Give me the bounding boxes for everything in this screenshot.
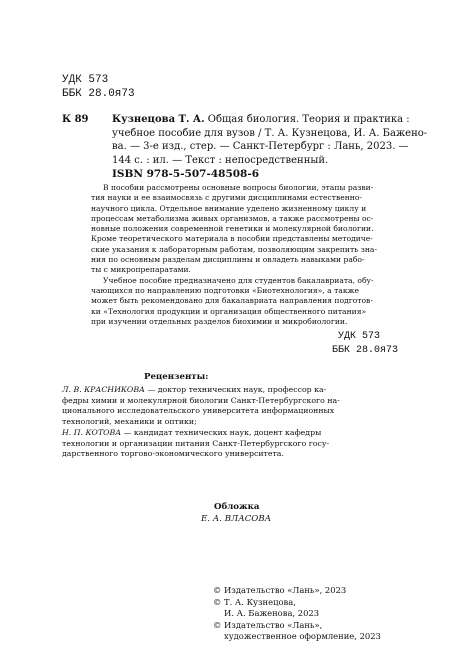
abstract-line: В пособии рассмотрены основные вопросы биологии, этапы разви- xyxy=(103,183,374,192)
abstract-line: новные положения современной генетики и молекулярной биологии. xyxy=(91,224,374,234)
classification-repeat xyxy=(332,330,398,358)
abstract-line: Кроме теоретического материала в пособии представлены методиче- xyxy=(91,234,373,244)
copyright-text: Т. А. Кузнецова, xyxy=(224,596,296,607)
copyright-icon: © xyxy=(213,619,222,630)
abstract-line: ты с микропрепаратами. xyxy=(91,265,191,275)
author-mark: К 89 xyxy=(62,114,89,125)
reviewer-text: ционального исследовательского университета информационных xyxy=(62,406,335,415)
copyright-entry xyxy=(213,608,381,620)
abstract-line: научного цикла. Отдельное внимание уделено жизненному циклу и xyxy=(91,203,367,213)
reviewer-name: Л. В. КРАСНИКОВА xyxy=(62,385,145,394)
abstract-line: ки «Технология продукции и организация общественного питания» xyxy=(91,306,367,316)
abstract-line: Учебное пособие предназначено для студентов бакалавриата, обу- xyxy=(103,275,374,285)
abstract-line: тия науки и ее взаимосвязь с другими дисциплинами естественно- xyxy=(91,193,362,203)
copyright-text: Издательство «Лань», 2023 xyxy=(224,585,347,595)
abstract-line: процессам метаболизма живых организмов, а также рассмотрены ос- xyxy=(91,213,374,223)
copyright-entry xyxy=(213,620,381,632)
udk-code: УДК 573 xyxy=(62,74,109,86)
reviewer-text: технологий, механики и оптики; xyxy=(62,416,197,426)
copyright-icon: © xyxy=(213,596,222,607)
copyright-text: художественное оформление, 2023 xyxy=(224,631,381,641)
bbk-code: ББК 28.0я73 xyxy=(332,345,399,356)
reviewers-heading: Рецензенты: xyxy=(144,372,209,382)
bib-line-4: 144 с. : ил. — Текст : непосредственный. xyxy=(112,154,329,166)
copyright-text: Издательство «Лань», xyxy=(224,619,323,630)
copyright-block xyxy=(213,585,381,643)
copyright-text: И. А. Баженова, 2023 xyxy=(224,608,320,618)
bib-line-3: ва. — 3-е изд., стер. — Санкт-Петербург : Лань, 2023. — xyxy=(112,141,409,152)
reviewer-text: — доктор технических наук, профессор ка- xyxy=(144,385,327,394)
copyright-entry xyxy=(213,585,381,597)
author-name: Кузнецова Т. А. xyxy=(112,114,205,125)
copyright-entry xyxy=(213,631,381,643)
udk-code: УДК 573 xyxy=(338,331,381,342)
bib-line-2: учебное пособие для вузов / Т. А. Кузнецова, И. А. Бажено- xyxy=(112,127,428,139)
classification-top xyxy=(62,73,135,101)
abstract-line: ния по основным разделам дисциплины и овладеть навыками рабо- xyxy=(91,255,365,265)
bbk-code: ББК 28.0я73 xyxy=(62,88,135,100)
cover-title: Обложка xyxy=(214,502,260,512)
reviewer-text: федры химии и молекулярной биологии Санкт-Петербургского на- xyxy=(62,395,340,405)
isbn: ISBN 978-5-507-48508-6 xyxy=(112,168,260,180)
abstract-line: при изучении отдельных разделов биохимии и микробиологии. xyxy=(91,316,348,326)
copyright-entry xyxy=(213,597,381,609)
bibliographic-description xyxy=(112,113,450,167)
reviewer-text: дарственного торгово-экономического университета. xyxy=(62,449,284,458)
reviewer-entry xyxy=(62,428,412,460)
reviewer-name: Н. П. КОТОВА xyxy=(62,428,122,437)
abstract-line: может быть рекомендовано для бакалавриата направления подготов- xyxy=(91,296,373,306)
reviewer-text: — кандидат технических наук, доцент кафедры xyxy=(121,428,322,437)
reviewer-text: технологии и организации питания Санкт-Петербургского госу- xyxy=(62,438,330,448)
reviewer-entry xyxy=(62,385,412,427)
copyright-icon: © xyxy=(213,585,222,595)
book-title: Общая биология. Теория и практика : xyxy=(207,114,410,125)
abstract xyxy=(91,183,409,327)
cover-designer: Е. А. ВЛАСОВА xyxy=(201,514,272,524)
abstract-line: ские указания к лабораторным работам, позволяющим закрепить зна- xyxy=(91,244,378,254)
abstract-line: чающихся по направлению подготовки «Биотехнология», а также xyxy=(91,285,360,295)
